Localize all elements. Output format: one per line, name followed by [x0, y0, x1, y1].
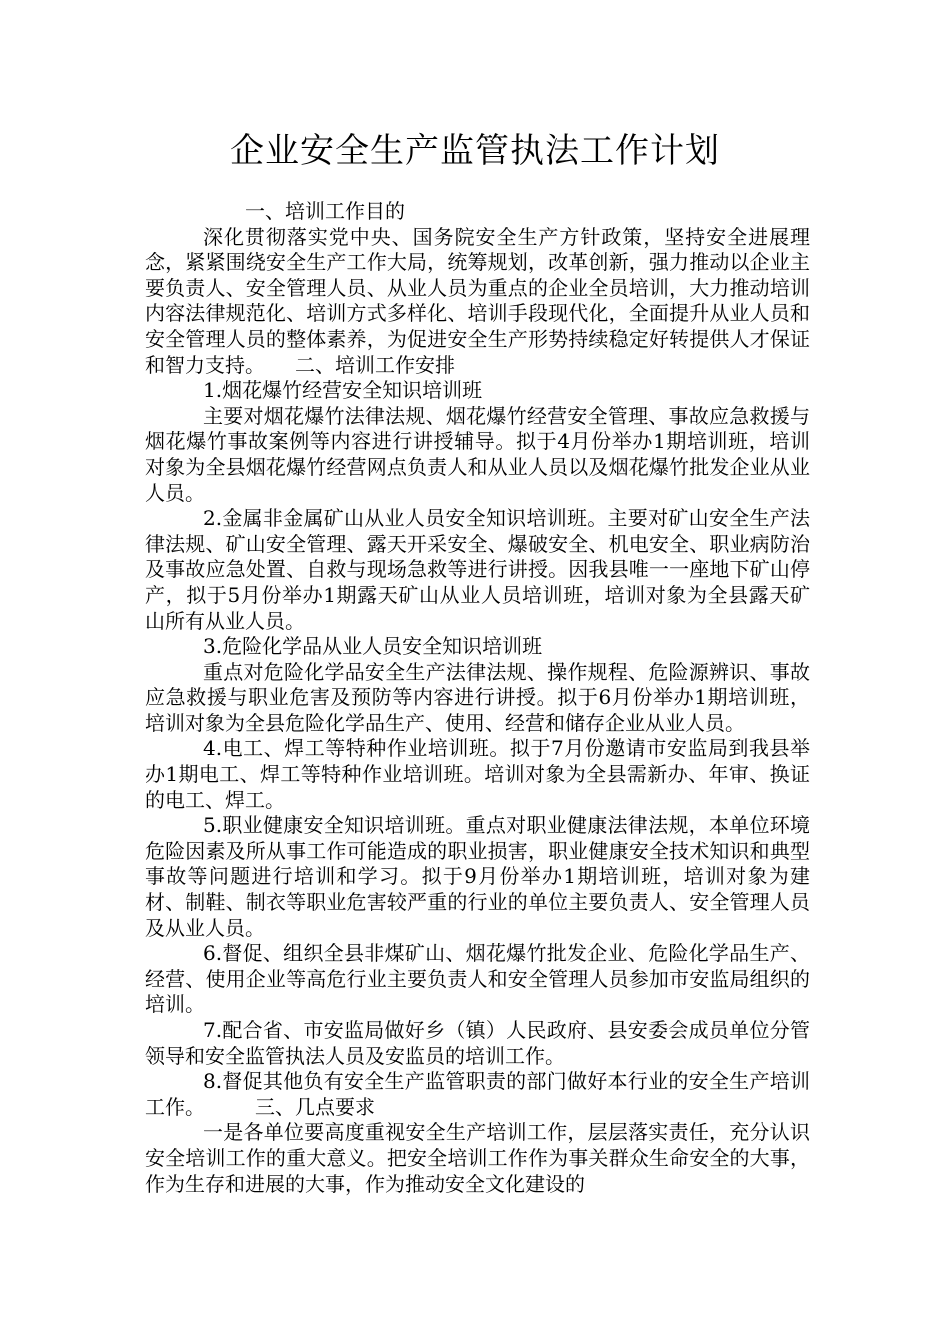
- list-item-heading: 3.危险化学品从业人员安全知识培训班: [203, 634, 543, 659]
- section-heading-purpose: 一、培训工作目的: [245, 199, 405, 223]
- paragraph: 一是各单位要高度重视安全生产培训工作，层层落实责任，充分认识安全培训工作的重大意义。把安全培训工作作为事关群众生命安全的大事，作为生存和进展的大事，作为推动安全文化建设的: [145, 1120, 810, 1196]
- document-title: 企业安全生产监管执法工作计划: [230, 131, 720, 171]
- list-item-heading: 1.烟花爆竹经营安全知识培训班: [203, 378, 483, 403]
- paragraph: 重点对危险化学品安全生产法律法规、操作规程、危险源辨识、事故应急救援与职业危害及预防等内容进行讲授。拟于6月份举办1期培训班，培训对象为全县危险化学品生产、使用、经营和储存企业从业人员。: [145, 659, 810, 735]
- paragraph: 深化贯彻落实党中央、国务院安全生产方针政策，坚持安全进展理念，紧紧围绕安全生产工作大局，统筹规划，改革创新，强力推动以企业主要负责人、安全管理人员、从业人员为重点的企业全员培训，大力推动培训内容法律规范化、培训方式多样化、培训手段现代化，全面提升从业人员和安全管理人员的整体素养，为促进安全生产形势持续稳定好转提供人才保证和智力支持。 二、培训工作安排: [145, 224, 810, 377]
- paragraph: 4.电工、焊工等特种作业培训班。拟于7月份邀请市安监局到我县举办1期电工、焊工等特种作业培训班。培训对象为全县需新办、年审、换证的电工、焊工。: [145, 736, 810, 812]
- paragraph: 7.配合省、市安监局做好乡（镇）人民政府、县安委会成员单位分管领导和安全监管执法人员及安监员的培训工作。: [145, 1018, 810, 1068]
- paragraph: 6.督促、组织全县非煤矿山、烟花爆竹批发企业、危险化学品生产、经营、使用企业等高危行业主要负责人和安全管理人员参加市安监局组织的培训。: [145, 941, 810, 1017]
- document-body: [145, 199, 810, 1197]
- paragraph: 5.职业健康安全知识培训班。重点对职业健康法律法规，本单位环境危险因素及所从事工作可能造成的职业损害，职业健康安全技术知识和典型事故等问题进行培训和学习。拟于9月份举办1期培训班，培训对象为建材、制鞋、制衣等职业危害较严重的行业的单位主要负责人、安全管理人员及从业人员。: [145, 813, 810, 940]
- paragraph: 8.督促其他负有安全生产监管职责的部门做好本行业的安全生产培训工作。 三、几点要求: [145, 1069, 810, 1119]
- paragraph: 主要对烟花爆竹法律法规、烟花爆竹经营安全管理、事故应急救援与烟花爆竹事故案例等内容进行讲授辅导。拟于4月份举办1期培训班，培训对象为全县烟花爆竹经营网点负责人和从业人员以及烟花爆竹批发企业从业人员。: [145, 403, 810, 505]
- paragraph: 2.金属非金属矿山从业人员安全知识培训班。主要对矿山安全生产法律法规、矿山安全管理、露天开采安全、爆破安全、机电安全、职业病防治及事故应急处置、自救与现场急救等进行讲授。因我县唯一一座地下矿山停产，拟于5月份举办1期露天矿山从业人员培训班，培训对象为全县露天矿山所有从业人员。: [145, 506, 810, 633]
